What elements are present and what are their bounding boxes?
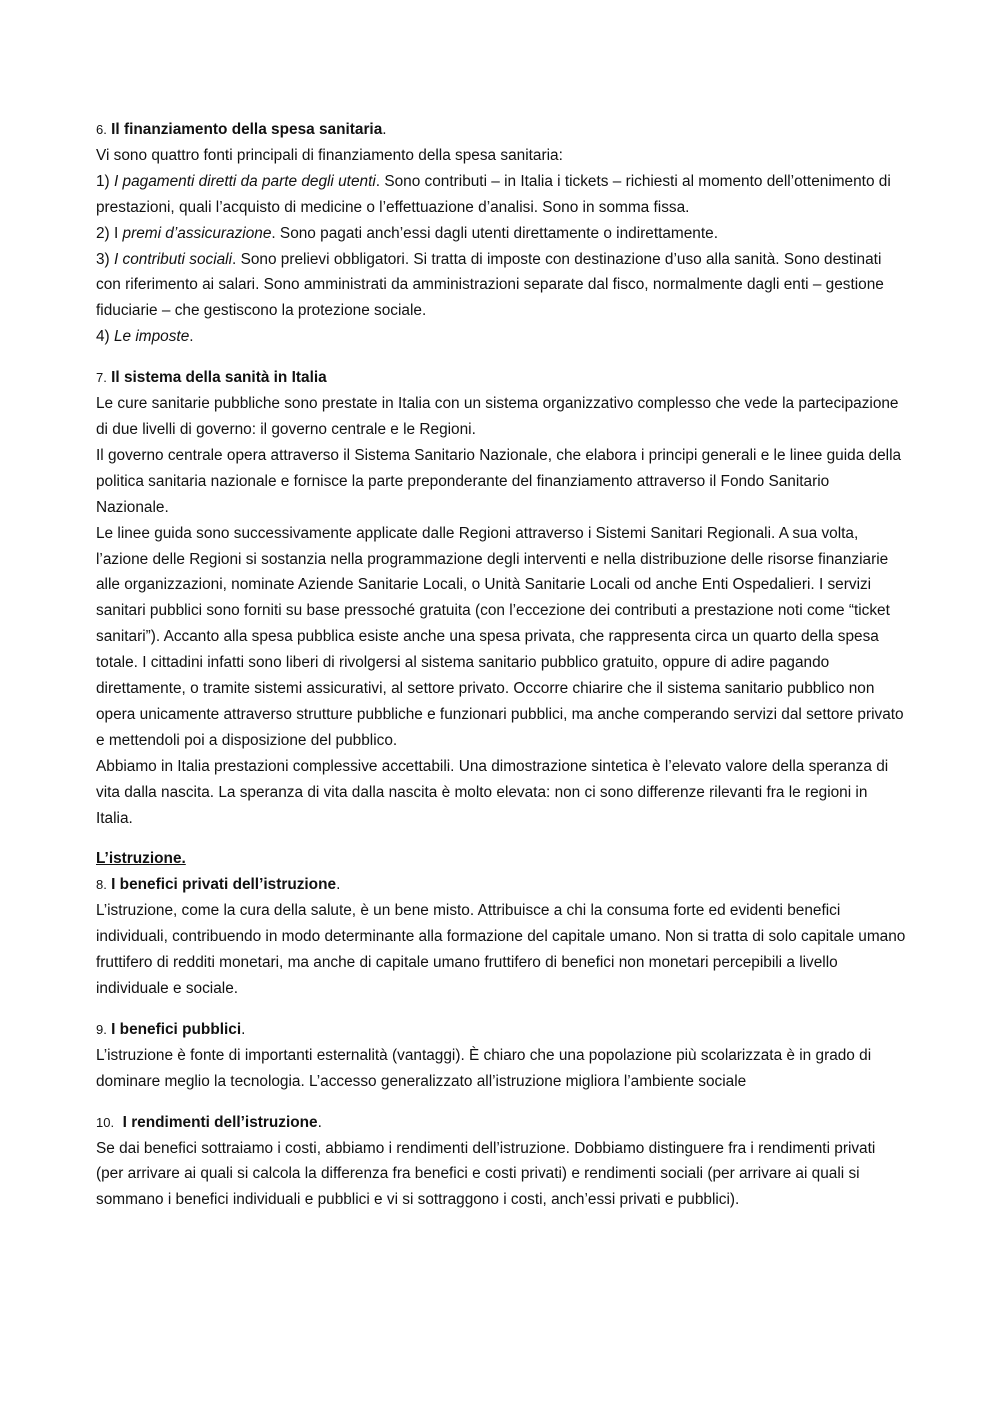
funding-item-1: 1) I pagamenti diretti da parte degli utenti. Sono contributi – in Italia i tickets – richiesti al momento dell’ottenimento di prestazioni, quali l’acquisto di medicine o l’effettuazione d’analisi. Sono in somma fissa. — [96, 172, 891, 216]
section-title: I benefici pubblici — [111, 1020, 242, 1038]
section-6 — [96, 117, 906, 350]
paragraph: Il governo centrale opera attraverso il Sistema Sanitario Nazionale, che elabora i principi generali e le linee guida della politica sanitaria nazionale e fornisce la parte preponderante del finanziamento attraverso il Fondo Sanitario Nazionale. — [96, 446, 902, 516]
section-title: I rendimenti dell’istruzione — [122, 1113, 318, 1131]
section-9-heading: 9. I benefici pubblici. — [96, 1020, 246, 1038]
paragraph: Le cure sanitarie pubbliche sono prestate in Italia con un sistema organizzativo complesso che vede la partecipazione di due livelli di governo: il governo centrale e le Regioni. — [96, 395, 899, 438]
section-number: 10. — [96, 1114, 115, 1130]
section-6-intro: Vi sono quattro fonti principali di finanziamento della spesa sanitaria: — [96, 146, 563, 164]
paragraph: Se dai benefici sottraiamo i costi, abbiamo i rendimenti dell’istruzione. Dobbiamo distinguere fra i rendimenti privati (per arrivare ai quali si calcola la differenza fra benefici e costi privati) e rendimenti sociali (per arrivare ai quali si sommano i benefici individuali e pubblici e vi si sottraggono i costi, anch’essi privati e pubblici). — [96, 1139, 876, 1209]
section-9 — [96, 1017, 906, 1095]
section-10-heading: 10. I rendimenti dell’istruzione. — [96, 1113, 322, 1131]
section-8-heading: 8. I benefici privati dell’istruzione. — [96, 876, 341, 894]
chapter-heading-istruzione: L’istruzione. — [96, 850, 186, 868]
section-title: I benefici privati dell’istruzione — [111, 876, 337, 894]
funding-item-3: 3) I contributi sociali. Sono prelievi obbligatori. Si tratta di imposte con destinazione d’uso alla sanità. Sono destinati con riferimento ai salari. Sono amministrati da amministrazioni separate dal fisco, normalmente dagli enti – gestione fiduciarie – che gestiscono la protezione sociale. — [96, 250, 884, 320]
section-7 — [96, 365, 906, 831]
section-title: Il finanziamento della spesa sanitaria — [111, 121, 383, 138]
paragraph: Le linee guida sono successivamente applicate dalle Regioni attraverso i Sistemi Sanitari Regionali. A sua volta, l’azione delle Regioni si sostanzia nella programmazione degli interventi e nella distribuzione delle risorse finanziarie alle organizzazioni, nominate Aziende Sanitarie Locali, o Unità Sanitarie Locali od anche Enti Ospedalieri. I servizi sanitari pubblici sono forniti su base pressoché gratuita (con l’eccezione dei contributi a prestazione noti come “ticket sanitari”). Accanto alla spesa pubblica esiste anche una spesa privata, che rappresenta circa un quarto della spesa totale. I cittadini infatti sono liberi di rivolgersi al sistema sanitario pubblico gratuito, oppure di adire pagando direttamente, o tramite sistemi assicurativi, al settore privato. Occorre chiarire che il sistema sanitario pubblico non opera unicamente attraverso strutture pubbliche e funzionari pubblici, ma anche comperando servizi dal settore privato e mettendoli poi a disposizione del pubblico. — [96, 524, 904, 749]
section-6-heading: 6. Il finanziamento della spesa sanitaria. — [96, 121, 387, 138]
section-number: 6. — [96, 122, 107, 137]
funding-item-4: 4) Le imposte. — [96, 328, 194, 346]
paragraph: Abbiamo in Italia prestazioni complessive accettabili. Una dimostrazione sintetica è l’elevato valore della speranza di vita dalla nascita. La speranza di vita dalla nascita è molto elevata: non ci sono differenze rilevanti fra le regioni in Italia. — [96, 757, 889, 827]
section-7-heading — [96, 365, 906, 391]
paragraph: L’istruzione è fonte di importanti esternalità (vantaggi). È chiaro che una popolazione più scolarizzata è in grado di dominare meglio la tecnologia. L’accesso generalizzato all’istruzione migliora l’ambiente sociale — [96, 1046, 872, 1090]
paragraph: L’istruzione, come la cura della salute, è un bene misto. Attribuisce a chi la consuma forte ed evidenti benefici individuali, contribuendo in modo determinante alla formazione del capitale umano. Non si tratta di solo capitale umano fruttifero di redditi monetari, ma anche di capitale umano fruttifero di benefici non monetari percepibili a livello individuale e sociale. — [96, 902, 906, 997]
funding-item-2: 2) I premi d’assicurazione. Sono pagati anch’essi dagli utenti direttamente o indirettamente. — [96, 224, 718, 242]
section-8 — [96, 846, 906, 1001]
section-10 — [96, 1110, 906, 1214]
section-number: 8. — [96, 877, 107, 893]
section-number: 7. — [96, 370, 107, 386]
section-title: Il sistema della sanità in Italia — [111, 369, 327, 387]
document-page — [96, 117, 906, 1213]
section-number: 9. — [96, 1021, 107, 1037]
